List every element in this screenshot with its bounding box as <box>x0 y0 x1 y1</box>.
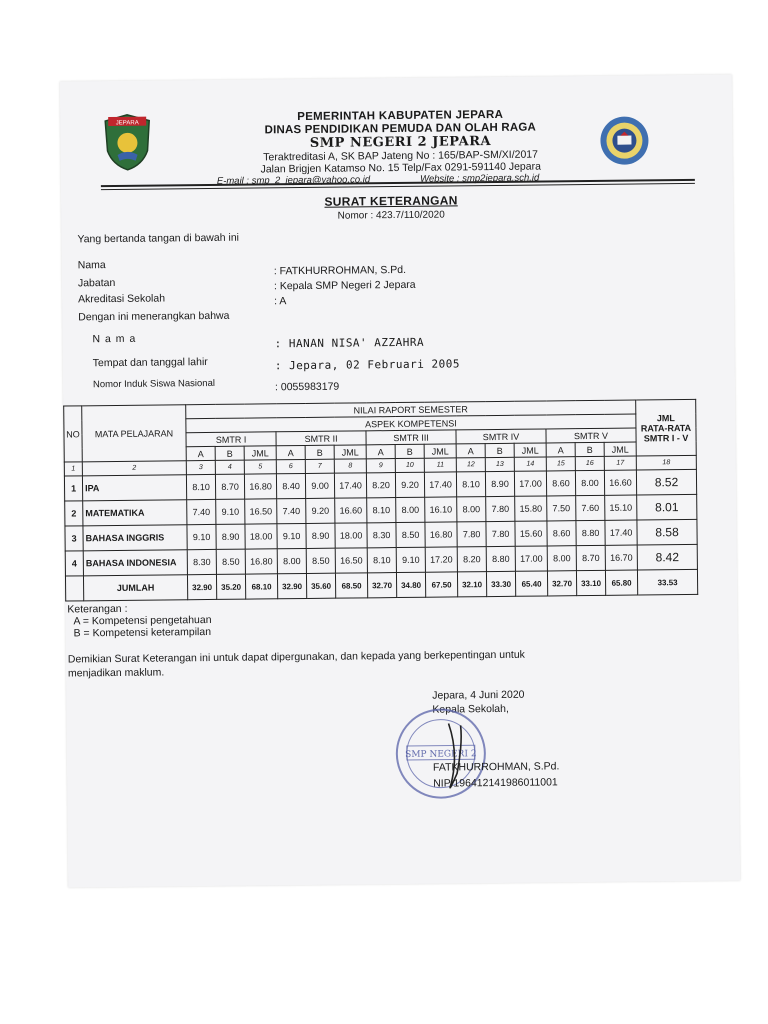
header-sub-jml: JML <box>514 443 546 457</box>
grade-cell: 8.90 <box>216 524 245 549</box>
school-logo <box>592 111 657 170</box>
column-number: 11 <box>424 458 456 472</box>
grade-cell: 8.90 <box>306 523 335 548</box>
header-average-h_jml3: SMTR I - V <box>643 432 689 443</box>
grade-cell: 15.60 <box>515 521 547 546</box>
grade-cell: 8.50 <box>396 522 425 547</box>
total-cell: 35.60 <box>306 573 335 598</box>
grade-cell: 8.10 <box>367 548 396 573</box>
column-number: 12 <box>456 458 485 472</box>
grade-cell: 18.00 <box>245 524 277 549</box>
total-cell: 67.50 <box>425 572 457 597</box>
grade-cell: 15.10 <box>605 495 637 520</box>
header-sub-a: A <box>546 443 575 457</box>
grade-cell: 16.70 <box>605 545 637 570</box>
grade-cell: 9.00 <box>305 473 334 498</box>
subject-name: IPA <box>82 475 186 501</box>
header-sub-a: A <box>366 445 395 459</box>
accreditation-line: Teraktreditasi A, SK BAP Jateng No : 165/BAP-SM/XI/2017 <box>263 148 538 164</box>
column-number: 18 <box>636 455 696 470</box>
letterhead-line-1: PEMERINTAH KABUPATEN JEPARA <box>297 108 504 124</box>
student-name-value: : HANAN NISA' AZZAHRA <box>274 335 425 351</box>
sign-place-date: Jepara, 4 Juni 2020 <box>432 688 525 702</box>
row-number: 1 <box>64 476 82 501</box>
document-number: Nomor : 423.7/110/2020 <box>337 209 445 222</box>
total-cell: 68.10 <box>245 574 277 599</box>
total-cell: 33.10 <box>576 570 605 595</box>
header-average <box>636 399 697 456</box>
grade-cell: 7.40 <box>277 498 306 523</box>
grade-cell: 8.60 <box>547 521 576 546</box>
header-semester-5: SMTR V <box>546 428 636 443</box>
header-semester-3: SMTR III <box>366 430 456 445</box>
document-title: SURAT KETERANGAN <box>324 193 458 209</box>
grade-cell: 8.50 <box>306 548 335 573</box>
grade-cell: 7.60 <box>576 495 605 520</box>
accreditation-value: : A <box>274 295 287 308</box>
grade-cell: 9.20 <box>395 472 424 497</box>
column-number: 17 <box>604 456 636 470</box>
header-sub-jml: JML <box>604 442 636 456</box>
total-cell: 32.70 <box>367 573 396 598</box>
grade-cell: 8.00 <box>457 497 486 522</box>
header-sub-b: B <box>305 445 334 459</box>
school-name: SMP NEGERI 2 JEPARA <box>309 134 492 151</box>
note-b: B = Kompetensi keterampilan <box>73 625 212 640</box>
column-number: 1 <box>64 462 82 476</box>
header-no: NO <box>64 406 83 462</box>
header-semester-1: SMTR I <box>186 432 276 447</box>
header-sub-a: A <box>276 445 305 459</box>
header-sub-b: B <box>485 443 514 457</box>
header-semester-2: SMTR II <box>276 431 366 446</box>
grade-cell: 17.40 <box>424 472 456 497</box>
header-semester-grades: NILAI RAPORT SEMESTER <box>186 400 636 419</box>
grade-cell: 8.90 <box>485 471 514 496</box>
accreditation-label: Akreditasi Sekolah <box>78 292 166 306</box>
grade-cell: 16.50 <box>335 548 367 573</box>
grade-cell: 8.70 <box>215 474 244 499</box>
grade-cell: 9.10 <box>396 547 425 572</box>
closing-text-2: menjadikan maklum. <box>67 666 165 680</box>
grade-cell: 18.00 <box>335 523 367 548</box>
declaration-text: Dengan ini menerangkan bahwa <box>78 309 230 324</box>
column-number: 14 <box>514 457 546 471</box>
birth-label: Tempat dan tanggal lahir <box>92 356 208 370</box>
total-label: JUMLAH <box>83 575 187 601</box>
header-sub-b: B <box>575 442 604 456</box>
header-sub-jml: JML <box>334 445 366 459</box>
header-sub-jml: JML <box>244 446 276 460</box>
grade-cell: 17.20 <box>425 547 457 572</box>
document-title-block <box>261 193 521 223</box>
grade-cell: 8.30 <box>187 549 216 574</box>
total-row <box>65 569 697 601</box>
row-number: 3 <box>65 526 83 551</box>
grade-cell: 16.80 <box>425 522 457 547</box>
emblem-label: JEPARA <box>115 120 139 127</box>
header-sub-a: A <box>186 446 215 460</box>
column-number: 16 <box>575 456 604 470</box>
document-sheet <box>60 75 740 888</box>
grade-cell: 7.80 <box>486 496 515 521</box>
sign-nip: NIP 196412141986011001 <box>433 776 558 790</box>
grade-cell: 7.50 <box>547 496 576 521</box>
grade-cell: 9.10 <box>187 524 216 549</box>
grade-cell: 8.50 <box>216 549 245 574</box>
subject-name: BAHASA INGGRIS <box>83 525 187 551</box>
intro-text: Yang bertanda tangan di bawah ini <box>77 231 240 246</box>
sign-role: Kepala Sekolah, <box>432 702 509 716</box>
column-number: 4 <box>215 460 244 474</box>
average-cell: 8.42 <box>637 544 697 570</box>
subject-name: BAHASA INDONESIA <box>83 550 187 576</box>
nisn-label: Nomor Induk Siswa Nasional <box>92 377 216 391</box>
header-sub-b: B <box>395 444 424 458</box>
total-cell: 68.50 <box>335 573 367 598</box>
grade-cell: 8.10 <box>186 474 215 499</box>
grade-cell: 16.10 <box>425 497 457 522</box>
grade-cell: 16.60 <box>335 498 367 523</box>
birth-value: : Jepara, 02 Februari 2005 <box>274 357 461 373</box>
grade-cell: 8.00 <box>396 497 425 522</box>
header-semester-4: SMTR IV <box>456 429 546 444</box>
header-average-h_jml1: JML <box>656 412 675 423</box>
grade-cell: 8.80 <box>576 520 605 545</box>
average-cell: 8.52 <box>636 469 696 495</box>
sign-name: FATKHURROHMAN, S.Pd. <box>432 760 560 774</box>
grade-cell: 17.00 <box>515 546 547 571</box>
column-number: 8 <box>334 459 366 473</box>
address-line: Jalan Brigjen Katamso No. 15 Telp/Fax 0291-591140 Jepara <box>260 160 541 176</box>
grade-cell: 8.70 <box>576 545 605 570</box>
grade-cell: 9.10 <box>216 499 245 524</box>
grade-cell: 16.50 <box>245 499 277 524</box>
average-cell: 8.01 <box>637 494 697 520</box>
column-number: 5 <box>244 460 276 474</box>
grade-cell: 15.80 <box>515 496 547 521</box>
grade-cell: 8.30 <box>367 523 396 548</box>
total-cell: 32.10 <box>457 572 486 597</box>
total-cell: 65.40 <box>515 571 547 596</box>
row-number: 2 <box>65 501 83 526</box>
total-cell: 65.80 <box>605 570 637 595</box>
grade-cell: 8.20 <box>366 473 395 498</box>
grade-cell: 9.10 <box>277 523 306 548</box>
notes-title: Keterangan : <box>67 602 128 616</box>
grades-table <box>63 399 698 602</box>
total-cell: 33.30 <box>486 571 515 596</box>
total-cell: 34.80 <box>396 572 425 597</box>
column-number: 3 <box>186 460 215 474</box>
column-number: 7 <box>305 459 334 473</box>
grade-cell: 8.40 <box>276 473 305 498</box>
column-number: 9 <box>366 459 395 473</box>
signer-name-value: : FATKHURROHMAN, S.Pd. <box>273 263 407 278</box>
column-number: 10 <box>395 458 424 472</box>
grade-cell: 8.10 <box>367 498 396 523</box>
note-a: A = Kompetensi pengetahuan <box>73 613 212 628</box>
letterhead-line-2: DINAS PENDIDIKAN PEMUDA DAN OLAH RAGA <box>264 121 537 137</box>
header-average-h_jml2: RATA-RATA <box>640 422 692 433</box>
stamp-text: SMP NEGERI 2 <box>405 749 477 760</box>
grade-cell: 7.40 <box>187 499 216 524</box>
closing-text-1: Demikian Surat Keterangan ini untuk dapat dipergunakan, dan kepada yang berkepentingan untuk <box>67 648 525 666</box>
nisn-value: : 0055983179 <box>274 380 340 394</box>
email: E-mail : smp_2_jepara@yahoo.co.id <box>216 174 371 187</box>
grade-cell: 8.00 <box>277 548 306 573</box>
subject-name: MATEMATIKA <box>83 500 187 526</box>
header-sub-a: A <box>456 444 485 458</box>
row-number: 4 <box>65 551 83 576</box>
grade-cell: 17.40 <box>334 473 366 498</box>
signer-name-label: Nama <box>77 259 106 272</box>
grade-cell: 7.80 <box>486 521 515 546</box>
letterhead-text <box>210 108 591 188</box>
column-number: 15 <box>546 457 575 471</box>
student-name-label: N a m a <box>92 332 137 346</box>
header-subject: MATA PELAJARAN <box>82 405 187 462</box>
header-competency-aspect: ASPEK KOMPETENSI <box>186 414 636 433</box>
average-cell: 8.58 <box>637 519 697 545</box>
grade-cell: 8.00 <box>547 546 576 571</box>
grade-cell: 16.80 <box>244 474 276 499</box>
grade-cell: 17.40 <box>605 520 637 545</box>
grade-cell: 7.80 <box>457 522 486 547</box>
website: Website : smp2jepara.sch.id <box>420 172 540 185</box>
total-blank <box>65 576 83 601</box>
total-cell: 32.90 <box>277 573 306 598</box>
total-cell: 32.70 <box>547 571 576 596</box>
column-number: 6 <box>276 459 305 473</box>
grade-cell: 16.80 <box>245 549 277 574</box>
total-average: 33.53 <box>637 569 697 595</box>
grade-cell: 17.00 <box>514 471 546 496</box>
jepara-regency-emblem <box>102 113 153 172</box>
header-sub-jml: JML <box>424 444 456 458</box>
grade-cell: 8.00 <box>575 470 604 495</box>
signer-position-value: : Kepala SMP Negeri 2 Jepara <box>273 278 416 293</box>
grade-cell: 8.20 <box>457 547 486 572</box>
total-cell: 35.20 <box>216 574 245 599</box>
grade-cell: 8.60 <box>546 471 575 496</box>
grade-cell: 16.60 <box>604 470 636 495</box>
signer-position-label: Jabatan <box>77 276 116 290</box>
grade-cell: 8.10 <box>456 472 485 497</box>
grade-cell: 9.20 <box>306 498 335 523</box>
total-cell: 32.90 <box>187 574 216 599</box>
grade-cell: 8.80 <box>486 546 515 571</box>
column-number: 13 <box>485 457 514 471</box>
column-number: 2 <box>82 461 186 476</box>
header-sub-b: B <box>215 446 244 460</box>
